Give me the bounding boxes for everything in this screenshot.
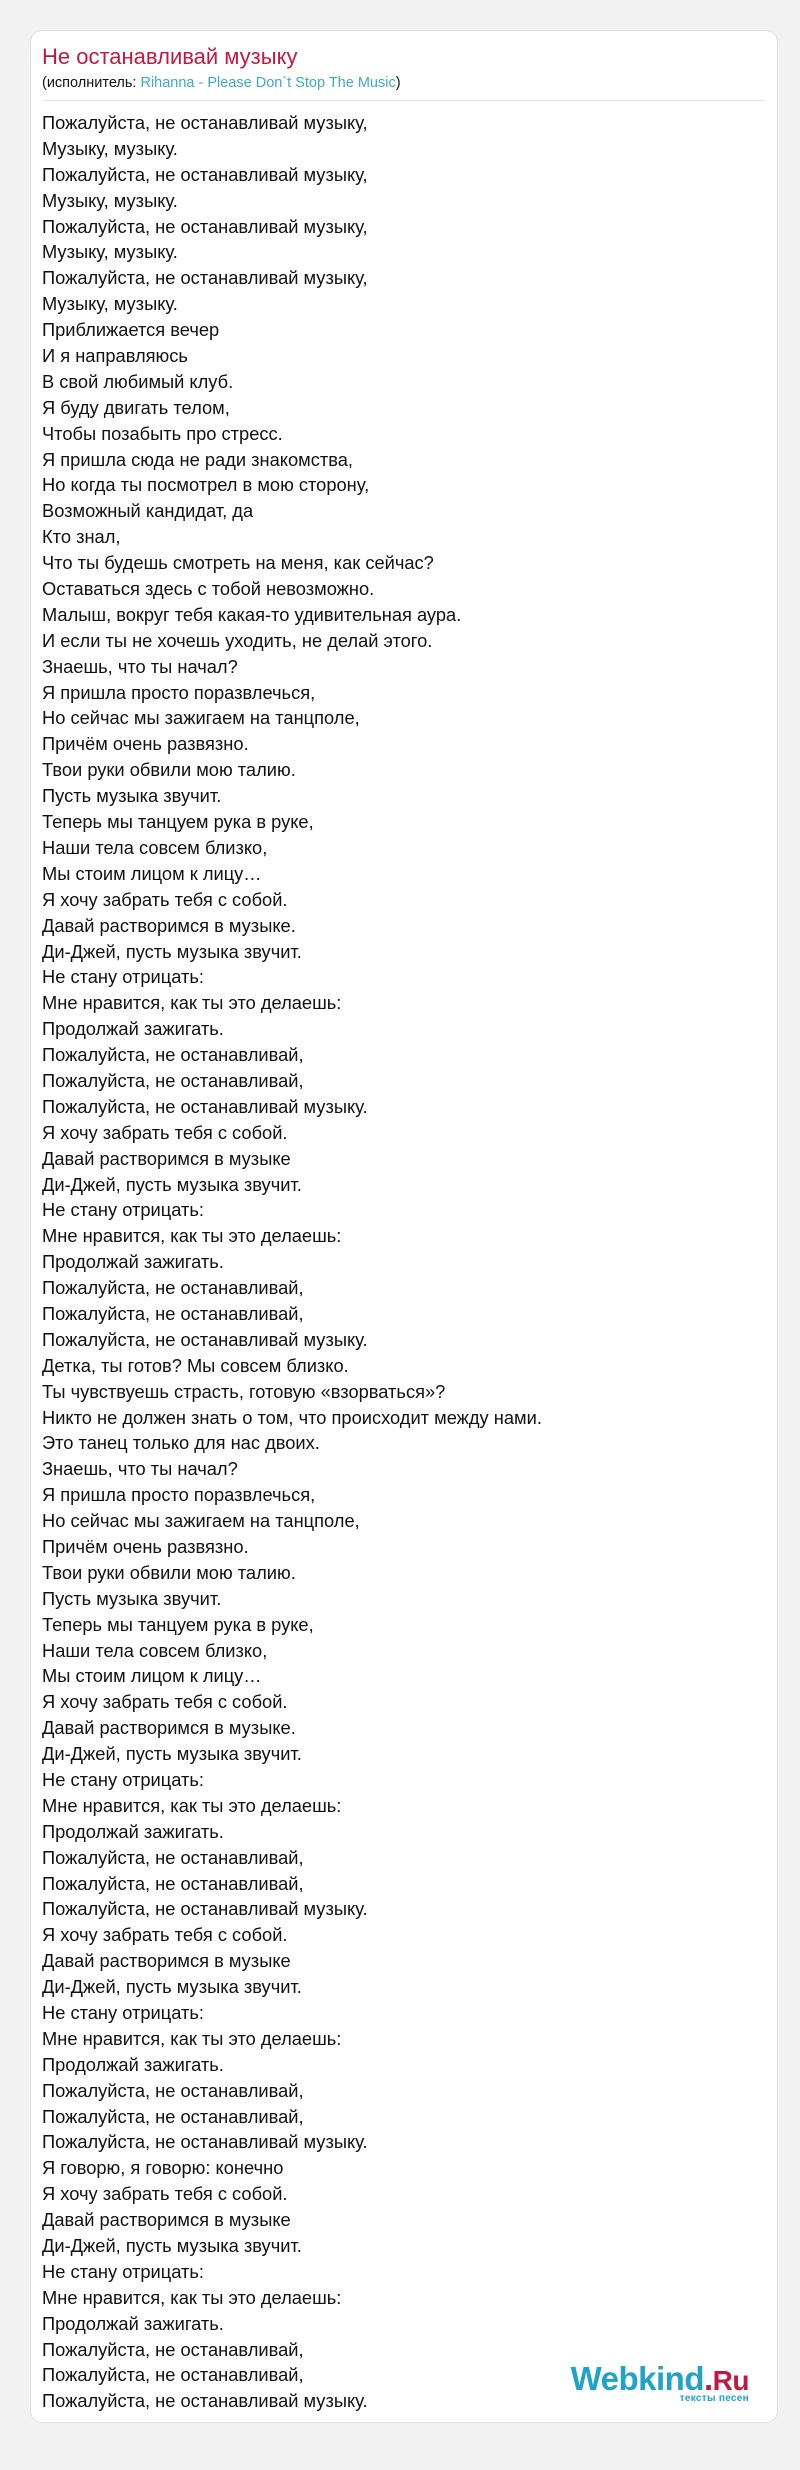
lyric-line: Продолжай зажигать. — [42, 1018, 224, 1040]
lyric-line: Я хочу забрать тебя с собой. — [42, 1924, 288, 1946]
lyric-line: Мне нравится, как ты это делаешь: — [42, 2027, 342, 2049]
lyric-line: Ди-Джей, пусть музыка звучит. — [42, 1976, 302, 1998]
logo-tagline: тексты песен — [679, 2393, 749, 2404]
lyric-line: Пожалуйста, не останавливай музыку. — [42, 2390, 368, 2412]
lyric-line: Мне нравится, как ты это делаешь: — [42, 2286, 342, 2308]
lyric-line: Музыку, музыку. — [42, 137, 178, 159]
song-subtitle — [42, 73, 766, 93]
lyric-line: Давай растворимся в музыке — [42, 1147, 291, 1169]
page-title: Не останавливай музыку — [42, 44, 298, 69]
lyric-line: Что ты будешь смотреть на меня, как сейчас? — [42, 552, 434, 574]
lyrics-text — [42, 110, 766, 2414]
lyric-line: Пожалуйста, не останавливай, — [42, 1069, 304, 1091]
lyric-line: Пожалуйста, не останавливай, — [42, 1302, 304, 1324]
lyric-line: Я пришла просто поразвлечься, — [42, 1484, 316, 1506]
lyric-line: Продолжай зажигать. — [42, 1251, 224, 1273]
artist-song-link[interactable]: Rihanna - Please Don`t Stop The Music — [140, 75, 396, 91]
lyric-line: Музыку, музыку. — [42, 189, 178, 211]
lyric-line: Не стану отрицать: — [42, 2002, 204, 2024]
lyric-line: Я хочу забрать тебя с собой. — [42, 1691, 288, 1713]
lyric-line: Ди-Джей, пусть музыка звучит. — [42, 1743, 302, 1765]
lyric-line: Пожалуйста, не останавливай музыку. — [42, 2131, 368, 2153]
lyric-line: Давай растворимся в музыке — [42, 2209, 291, 2231]
lyric-line: Знаешь, что ты начал? — [42, 655, 238, 677]
lyric-line: Твои руки обвили мою талию. — [42, 759, 296, 781]
lyric-line: Пожалуйста, не останавливай, — [42, 2079, 304, 2101]
lyric-line: Мне нравится, как ты это делаешь: — [42, 1225, 342, 1247]
lyric-line: Малыш, вокруг тебя какая-то удивительная аура. — [42, 603, 462, 625]
lyric-line: Это танец только для нас двоих. — [42, 1432, 320, 1454]
lyric-line: Но когда ты посмотрел в мою сторону, — [42, 474, 370, 496]
lyric-line: Теперь мы танцуем рука в руке, — [42, 1613, 314, 1635]
lyric-line: Мне нравится, как ты это делаешь: — [42, 992, 342, 1014]
lyric-line: Мы стоим лицом к лицу… — [42, 1665, 262, 1687]
lyric-line: Детка, ты готов? Мы совсем близко. — [42, 1354, 349, 1376]
lyric-line: Пожалуйста, не останавливай, — [42, 1044, 304, 1066]
lyric-line: Твои руки обвили мою талию. — [42, 1561, 296, 1583]
lyric-line: Пожалуйста, не останавливай, — [42, 1846, 304, 1868]
lyric-line: Ди-Джей, пусть музыка звучит. — [42, 1173, 302, 1195]
lyric-line: Ди-Джей, пусть музыка звучит. — [42, 2235, 302, 2257]
lyric-line: В свой любимый клуб. — [42, 370, 234, 392]
lyric-line: Я хочу забрать тебя с собой. — [42, 888, 288, 910]
lyric-line: Пожалуйста, не останавливай музыку, — [42, 215, 368, 237]
subtitle-suffix: ) — [395, 75, 401, 91]
lyric-line: Ди-Джей, пусть музыка звучит. — [42, 940, 302, 962]
lyric-line: Пожалуйста, не останавливай музыку, — [42, 112, 368, 133]
lyric-line: Мы стоим лицом к лицу… — [42, 862, 262, 884]
lyric-line: Но сейчас мы зажигаем на танцполе, — [42, 707, 360, 729]
lyric-line: Кто знал, — [42, 526, 121, 548]
logo-ru: Ru — [712, 2365, 749, 2396]
lyric-line: Наши тела совсем близко, — [42, 1639, 268, 1661]
lyric-line: Давай растворимся в музыке. — [42, 1717, 296, 1739]
lyric-line: Теперь мы танцуем рука в руке, — [42, 811, 314, 833]
lyric-line: Никто не должен знать о том, что происходит между нами. — [42, 1406, 542, 1428]
lyric-line: Я хочу забрать тебя с собой. — [42, 2183, 288, 2205]
lyric-line: Не стану отрицать: — [42, 1199, 204, 1221]
lyric-line: Я говорю, я говорю: конечно — [42, 2157, 284, 2179]
lyric-line: Пусть музыка звучит. — [42, 785, 222, 807]
lyric-line: Пожалуйста, не останавливай музыку. — [42, 1328, 368, 1350]
lyric-line: Пожалуйста, не останавливай музыку. — [42, 1095, 368, 1117]
lyric-line: Чтобы позабыть про стресс. — [42, 422, 283, 444]
lyric-line: Мне нравится, как ты это делаешь: — [42, 1794, 342, 1816]
lyric-line: Пожалуйста, не останавливай, — [42, 1872, 304, 1894]
lyric-line: Пожалуйста, не останавливай музыку, — [42, 163, 368, 185]
lyric-line: Наши тела совсем близко, — [42, 836, 268, 858]
lyric-line: Продолжай зажигать. — [42, 2312, 224, 2334]
lyric-line: Давай растворимся в музыке. — [42, 914, 296, 936]
lyric-line: Продолжай зажигать. — [42, 1820, 224, 1842]
title-divider — [42, 100, 766, 101]
lyric-line: Пожалуйста, не останавливай, — [42, 2338, 304, 2360]
lyric-line: Приближается вечер — [42, 319, 220, 341]
lyric-line: Музыку, музыку. — [42, 241, 178, 263]
lyric-line: Причём очень развязно. — [42, 1535, 249, 1557]
lyric-line: Оставаться здесь с тобой невозможно. — [42, 578, 375, 600]
lyric-line: Возможный кандидат, да — [42, 500, 254, 522]
lyric-line: Пожалуйста, не останавливай, — [42, 1277, 304, 1299]
logo-kind: kind — [638, 2360, 704, 2397]
lyric-line: И если ты не хочешь уходить, не делай этого. — [42, 629, 433, 651]
subtitle-prefix: (исполнитель: — [42, 75, 141, 91]
lyric-line: Не стану отрицать: — [42, 966, 204, 988]
lyric-line: Я пришла сюда не ради знакомства, — [42, 448, 353, 470]
logo-web: Web — [570, 2360, 639, 2397]
lyric-line: Не стану отрицать: — [42, 2260, 204, 2282]
lyric-line: Продолжай зажигать. — [42, 2053, 224, 2075]
lyric-line: Не стану отрицать: — [42, 1769, 204, 1790]
lyric-line: И я направляюсь — [42, 345, 188, 367]
lyric-line: Знаешь, что ты начал? — [42, 1458, 238, 1480]
lyric-line: Причём очень развязно. — [42, 733, 249, 755]
lyric-line: Но сейчас мы зажигаем на танцполе, — [42, 1510, 360, 1532]
lyric-line: Пожалуйста, не останавливай музыку. — [42, 1898, 368, 1920]
lyric-line: Музыку, музыку. — [42, 293, 178, 315]
lyrics-card — [30, 30, 778, 2423]
lyric-line: Пожалуйста, не останавливай, — [42, 2364, 304, 2386]
lyric-line: Пожалуйста, не останавливай музыку, — [42, 267, 368, 289]
lyric-line: Я буду двигать телом, — [42, 396, 230, 418]
lyric-line: Пусть музыка звучит. — [42, 1587, 222, 1609]
webkind-logo[interactable] — [571, 2362, 749, 2404]
lyric-line: Ты чувствуешь страсть, готовую «взорваться»? — [42, 1380, 446, 1402]
logo-dot: . — [704, 2360, 713, 2397]
lyric-line: Я хочу забрать тебя с собой. — [42, 1121, 288, 1143]
lyric-line: Я пришла просто поразвлечься, — [42, 681, 316, 703]
lyric-line: Давай растворимся в музыке — [42, 1950, 291, 1972]
lyric-line: Пожалуйста, не останавливай, — [42, 2105, 304, 2127]
